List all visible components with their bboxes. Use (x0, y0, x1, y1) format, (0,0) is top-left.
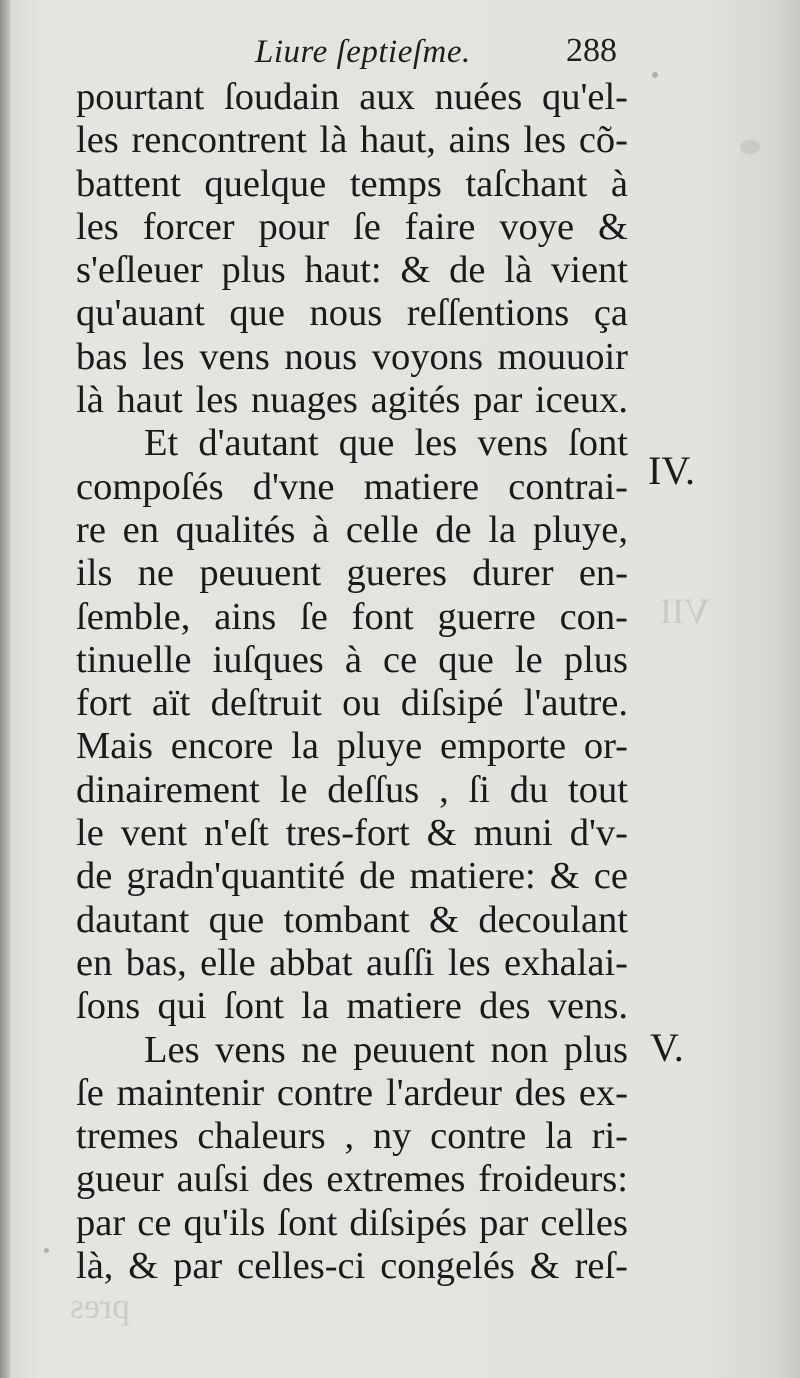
text-line: bas les vens nous voyons mouuoir (76, 335, 628, 378)
page-number: 288 (566, 32, 617, 69)
text-line: tinuelle iuſques à ce que le plus (76, 638, 628, 681)
text-line: en bas, elle abbat auſſi les exhalai- (76, 941, 628, 984)
text-line: de gradn'quantité de matiere: & ce (76, 855, 628, 898)
text-line: ſemble, ains ſe font guerre con- (76, 595, 628, 638)
body-text (76, 76, 628, 1288)
text-line: fort aït deſtruit ou diſsipé l'autre. (76, 682, 628, 725)
text-line: s'eſleuer plus haut: & de là vient (76, 249, 628, 292)
text-line: dautant que tombant & decoulant (76, 898, 628, 941)
text-line: ſons qui ſont la matiere des vens. (76, 985, 628, 1028)
margin-note-iv: IV. (648, 448, 696, 493)
margin-note-v: V. (650, 1025, 684, 1070)
show-through-text-decoration: VII (660, 591, 710, 631)
paper-speck (740, 140, 760, 154)
text-line: re en qualités à celle de la pluye, (76, 508, 628, 551)
text-line: battent quelque temps taſchant à (76, 162, 628, 205)
text-line: pourtant ſoudain aux nuées qu'el- (76, 76, 628, 118)
show-through-text-decoration: pres (70, 1286, 130, 1326)
text-line: par ce qu'ils ſont diſsipés par celles (76, 1201, 628, 1244)
text-line: dinairement le deſſus , ſi du tout (76, 768, 628, 811)
page-gutter-edge (0, 0, 10, 1378)
text-line: gueur auſsi des extremes froideurs: (76, 1158, 628, 1201)
text-line: ils ne peuuent gueres durer en- (76, 552, 628, 595)
text-line: Mais encore la pluye emporte or- (76, 725, 628, 768)
text-line: ſe maintenir contre l'ardeur des ex- (76, 1071, 628, 1114)
text-line: qu'auant que nous reſſentions ça (76, 292, 628, 335)
text-line: là haut les nuages agités par iceux. (76, 379, 628, 422)
text-line: les rencontrent là haut, ains les cõ- (76, 119, 628, 162)
text-line: compoſés d'vne matiere contrai- (76, 465, 628, 508)
text-line: tremes chaleurs , ny contre la ri- (76, 1115, 628, 1158)
text-line: le vent n'eſt tres-fort & muni d'v- (76, 812, 628, 855)
paragraph-start-line: Les vens ne peuuent non plus (144, 1028, 628, 1071)
running-header (0, 28, 800, 74)
paper-speck (44, 1248, 49, 1253)
running-title: Liure ſeptieſme. (255, 34, 471, 70)
text-line: les forcer pour ſe faire voye & (76, 205, 628, 248)
text-line: là, & par celles-ci congelés & reſ- (76, 1245, 628, 1288)
paragraph-start-line: Et d'autant que les vens ſont (144, 422, 628, 465)
